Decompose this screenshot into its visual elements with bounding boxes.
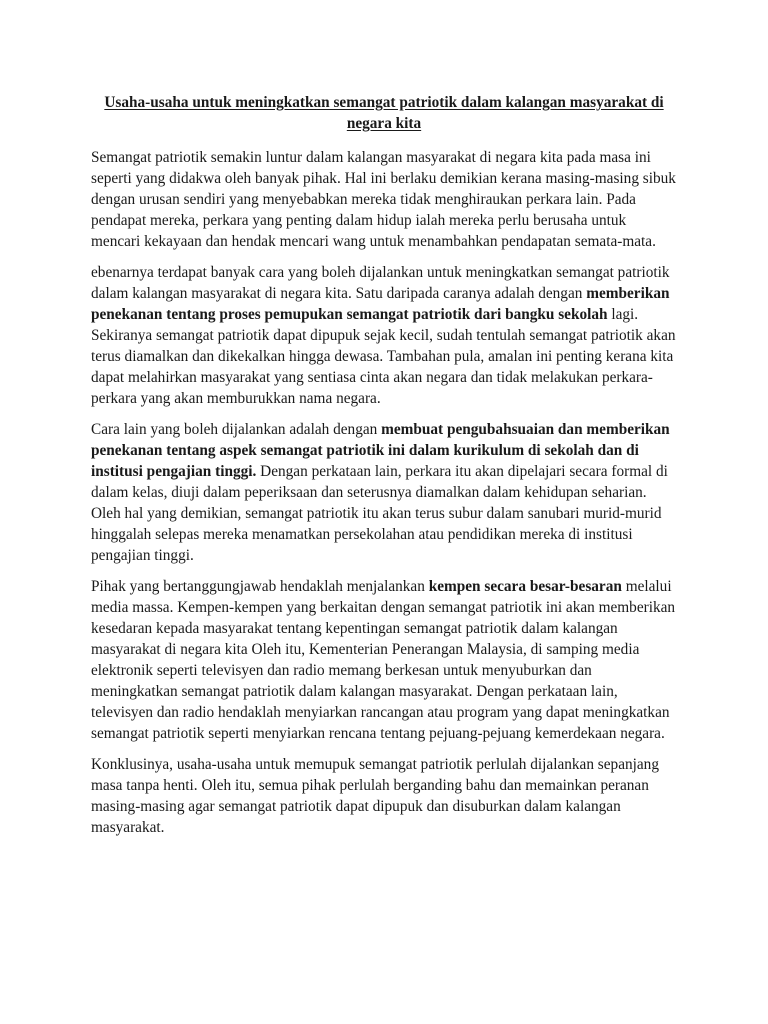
paragraph-text: Dengan perkataan lain, perkara itu akan dipelajari secara formal di dalam kelas, diuji dalam peperiksaan dan seterusnya diamalkan dalam kehidupan seharian. Oleh hal yang demikian, semangat patriotik itu akan terus subur dalam sanubari murid-murid hinggalah selepas mereka menamatkan persekolahan atau pendidikan mereka di institusi pengajian tinggi. [91,463,668,564]
paragraph-text: Cara lain yang boleh dijalankan adalah dengan [91,421,382,438]
document-page [91,92,677,838]
paragraph-point-three [91,576,677,744]
paragraph-point-two [91,419,677,566]
bold-key-point: membuat pengubahsuaian dan memberikan penekanan tentang aspek semangat patriotik ini dalam kurikulum di sekolah dan di institusi pengajian tinggi. [91,421,670,480]
paragraph-text: melalui media massa. Kempen-kempen yang berkaitan dengan semangat patriotik ini akan memberikan kesedaran kepada masyarakat tentang kepentingan semangat patriotik dalam kalangan masyarakat di negara kita Oleh itu, Kementerian Penerangan Malaysia, di samping media elektronik seperti televisyen dan radio memang berkesan untuk menyuburkan dan meningkatkan semangat patriotik dalam kalangan masyarakat. Dengan perkataan lain, televisyen dan radio hendaklah menyiarkan rancangan atau program yang dapat meningkatkan semangat patriotik seperti menyiarkan rencana tentang pejuang-pejuang kemerdekaan negara. [91,578,676,742]
paragraph-point-one [91,262,677,409]
paragraph-conclusion [91,754,677,838]
paragraph-introduction [91,147,677,252]
paragraph-text: ebenarnya terdapat banyak cara yang boleh dijalankan untuk meningkatkan semangat patriotik dalam kalangan masyarakat di negara kita. Satu daripada caranya adalah dengan [91,264,670,302]
paragraph-text: lagi. Sekiranya semangat patriotik dapat dipupuk sejak kecil, sudah tentulah semangat patriotik akan terus diamalkan dan dikekalkan hingga dewasa. Tambahan pula, amalan ini penting kerana kita dapat melahirkan masyarakat yang sentiasa cinta akan negara dan tidak melakukan perkara-perkara yang akan memburukkan nama negara. [91,306,676,407]
paragraph-text: Konklusinya, usaha-usaha untuk memupuk semangat patriotik perlulah dijalankan sepanjang masa tanpa henti. Oleh itu, semua pihak perlulah berganding bahu dan memainkan peranan masing-masing agar semangat patriotik dapat dipupuk dan disuburkan dalam kalangan masyarakat. [91,756,659,836]
paragraph-text: Pihak yang bertanggungjawab hendaklah menjalankan [91,578,429,595]
document-title: Usaha-usaha untuk meningkatkan semangat patriotik dalam kalangan masyarakat di negara kita [104,94,664,132]
bold-key-point: kempen secara besar-besaran [428,578,622,595]
bold-key-point: memberikan penekanan tentang proses pemupukan semangat patriotik dari bangku sekolah [91,285,670,323]
paragraph-text: Semangat patriotik semakin luntur dalam kalangan masyarakat di negara kita pada masa ini seperti yang didakwa oleh banyak pihak. Hal ini berlaku demikian kerana masing-masing sibuk dengan urusan sendiri yang menyebabkan mereka tidak menghiraukan perkara lain. Pada pendapat mereka, perkara yang penting dalam hidup ialah mereka perlu berusaha untuk mencari kekayaan dan hendak mencari wang untuk menambahkan pendapatan semata-mata. [91,149,676,250]
